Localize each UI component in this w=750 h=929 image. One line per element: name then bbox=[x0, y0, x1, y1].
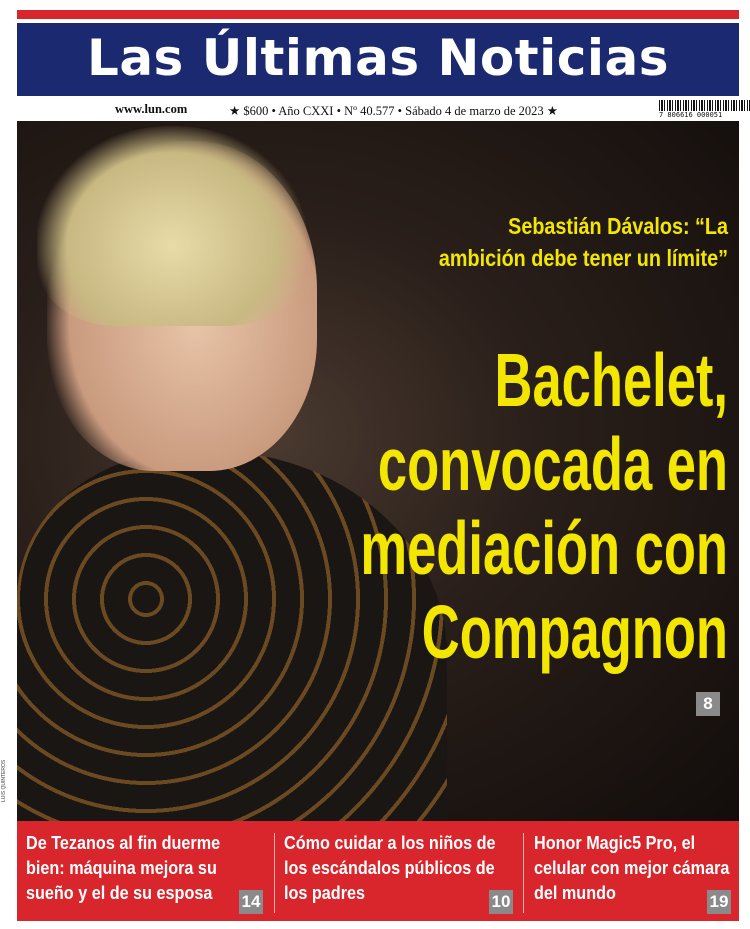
story-teaser[interactable]: Cómo cuidar a los niños de los escándalos públicos de los padres bbox=[284, 833, 496, 903]
newspaper-title: Las Últimas Noticias bbox=[86, 29, 670, 87]
main-headline[interactable] bbox=[336, 338, 728, 674]
teaser-divider bbox=[274, 833, 275, 913]
story-page-number: 14 bbox=[239, 890, 263, 914]
headline-line: Compagnon bbox=[421, 590, 728, 674]
top-red-stripe bbox=[17, 10, 739, 19]
subheadline[interactable]: Sebastián Dávalos: “La ambición debe tener un límite” bbox=[438, 213, 728, 271]
story-page-number: 10 bbox=[489, 890, 513, 914]
info-bar bbox=[17, 99, 739, 121]
barcode bbox=[659, 100, 750, 118]
issue-details: ★ $600 • Año CXXI • Nº 40.577 • Sábado 4 de marzo de 2023 ★ bbox=[229, 104, 558, 118]
headline-line: Bachelet, bbox=[494, 338, 728, 422]
photo-hair-shape bbox=[37, 126, 307, 326]
story-page-number: 19 bbox=[707, 890, 731, 914]
masthead bbox=[17, 23, 739, 96]
main-page-number: 8 bbox=[696, 692, 720, 716]
headline-line: convocada en bbox=[377, 422, 728, 506]
barcode-bars bbox=[659, 100, 750, 111]
photo-credit: LUIS QUINTEROS bbox=[1, 759, 7, 802]
story-teaser[interactable]: Honor Magic5 Pro, el celular con mejor cámara del mundo bbox=[534, 833, 730, 903]
headline-line: mediación con bbox=[360, 506, 728, 590]
website-link[interactable]: www.lun.com bbox=[115, 102, 188, 116]
story-teasers-bar bbox=[17, 821, 739, 921]
barcode-number: 7 806616 000051 bbox=[659, 111, 723, 119]
teaser-divider bbox=[523, 833, 524, 913]
story-teaser[interactable]: De Tezanos al fin duerme bien: máquina mejora su sueño y el de su esposa bbox=[26, 833, 221, 903]
